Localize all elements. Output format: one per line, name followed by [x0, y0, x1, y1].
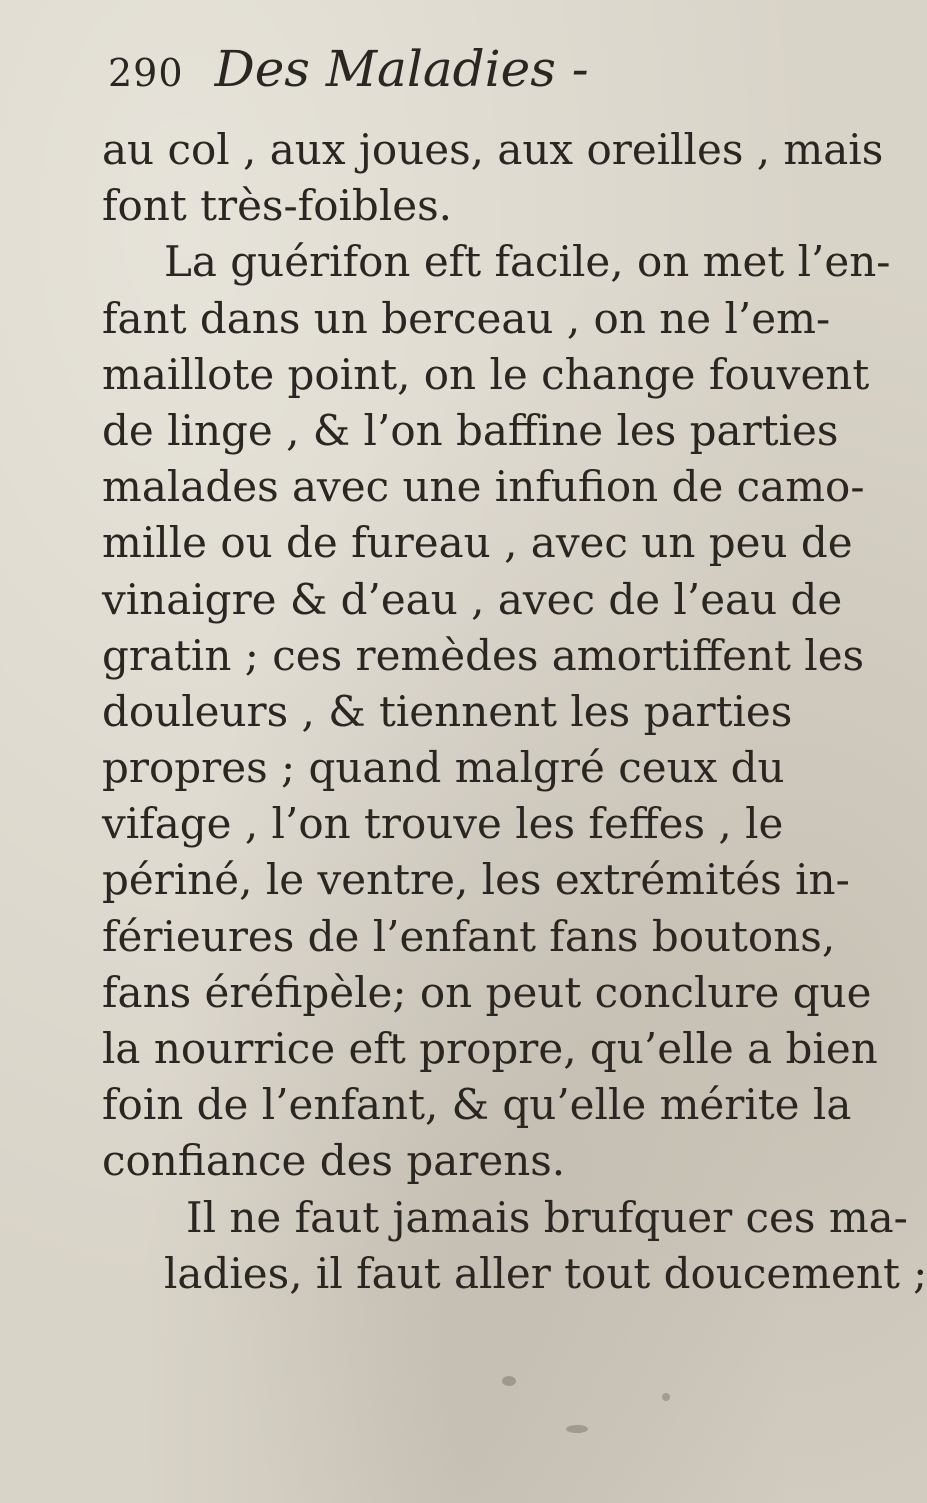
- text-line: douleurs , & tiennent les parties: [102, 686, 793, 736]
- text-line: vinaigre & d’eau , avec de l’eau de: [102, 574, 843, 624]
- text-line: fans éréfipèle; on peut conclure que: [102, 967, 872, 1017]
- text-line: au col , aux joues, aux oreilles , mais: [102, 125, 884, 174]
- body-text: [102, 122, 927, 1302]
- text-line: La guérifon eft facile, on met l’en-: [164, 237, 891, 287]
- page-number: 290: [108, 51, 184, 95]
- text-line: de linge , & l’on baffine les parties: [102, 405, 839, 455]
- text-line: Il ne faut jamais brufquer ces ma-: [186, 1192, 908, 1242]
- running-title: Des Maladies -: [214, 40, 589, 98]
- ink-speck: [662, 1393, 670, 1401]
- text-line: la nourrice eft propre, qu’elle a bien: [102, 1024, 878, 1073]
- text-line: ladies, il faut aller tout doucement ;: [164, 1248, 927, 1298]
- text-line: propres ; quand malgré ceux du: [102, 743, 785, 793]
- running-head: [108, 40, 708, 110]
- text-line: font très-foibles.: [102, 181, 453, 231]
- text-line: fant dans un berceau , on ne l’em-: [102, 293, 831, 343]
- text-line: confiance des parens.: [102, 1136, 566, 1186]
- text-line: mille ou de fureau , avec un peu de: [102, 518, 853, 568]
- text-line: foin de l’enfant, & qu’elle mérite la: [102, 1080, 852, 1130]
- ink-speck: [566, 1425, 588, 1433]
- text-line: maillote point, on le change fouvent: [102, 349, 870, 399]
- text-line: malades avec une infufion de camo-: [102, 462, 865, 512]
- text-line: gratin ; ces remèdes amortiffent les: [102, 630, 865, 680]
- text-line: férieures de l’enfant fans boutons,: [102, 911, 836, 961]
- text-line: périné, le ventre, les extrémités in-: [102, 855, 850, 905]
- text-line: vifage , l’on trouve les feffes , le: [102, 799, 784, 849]
- ink-speck: [502, 1376, 516, 1386]
